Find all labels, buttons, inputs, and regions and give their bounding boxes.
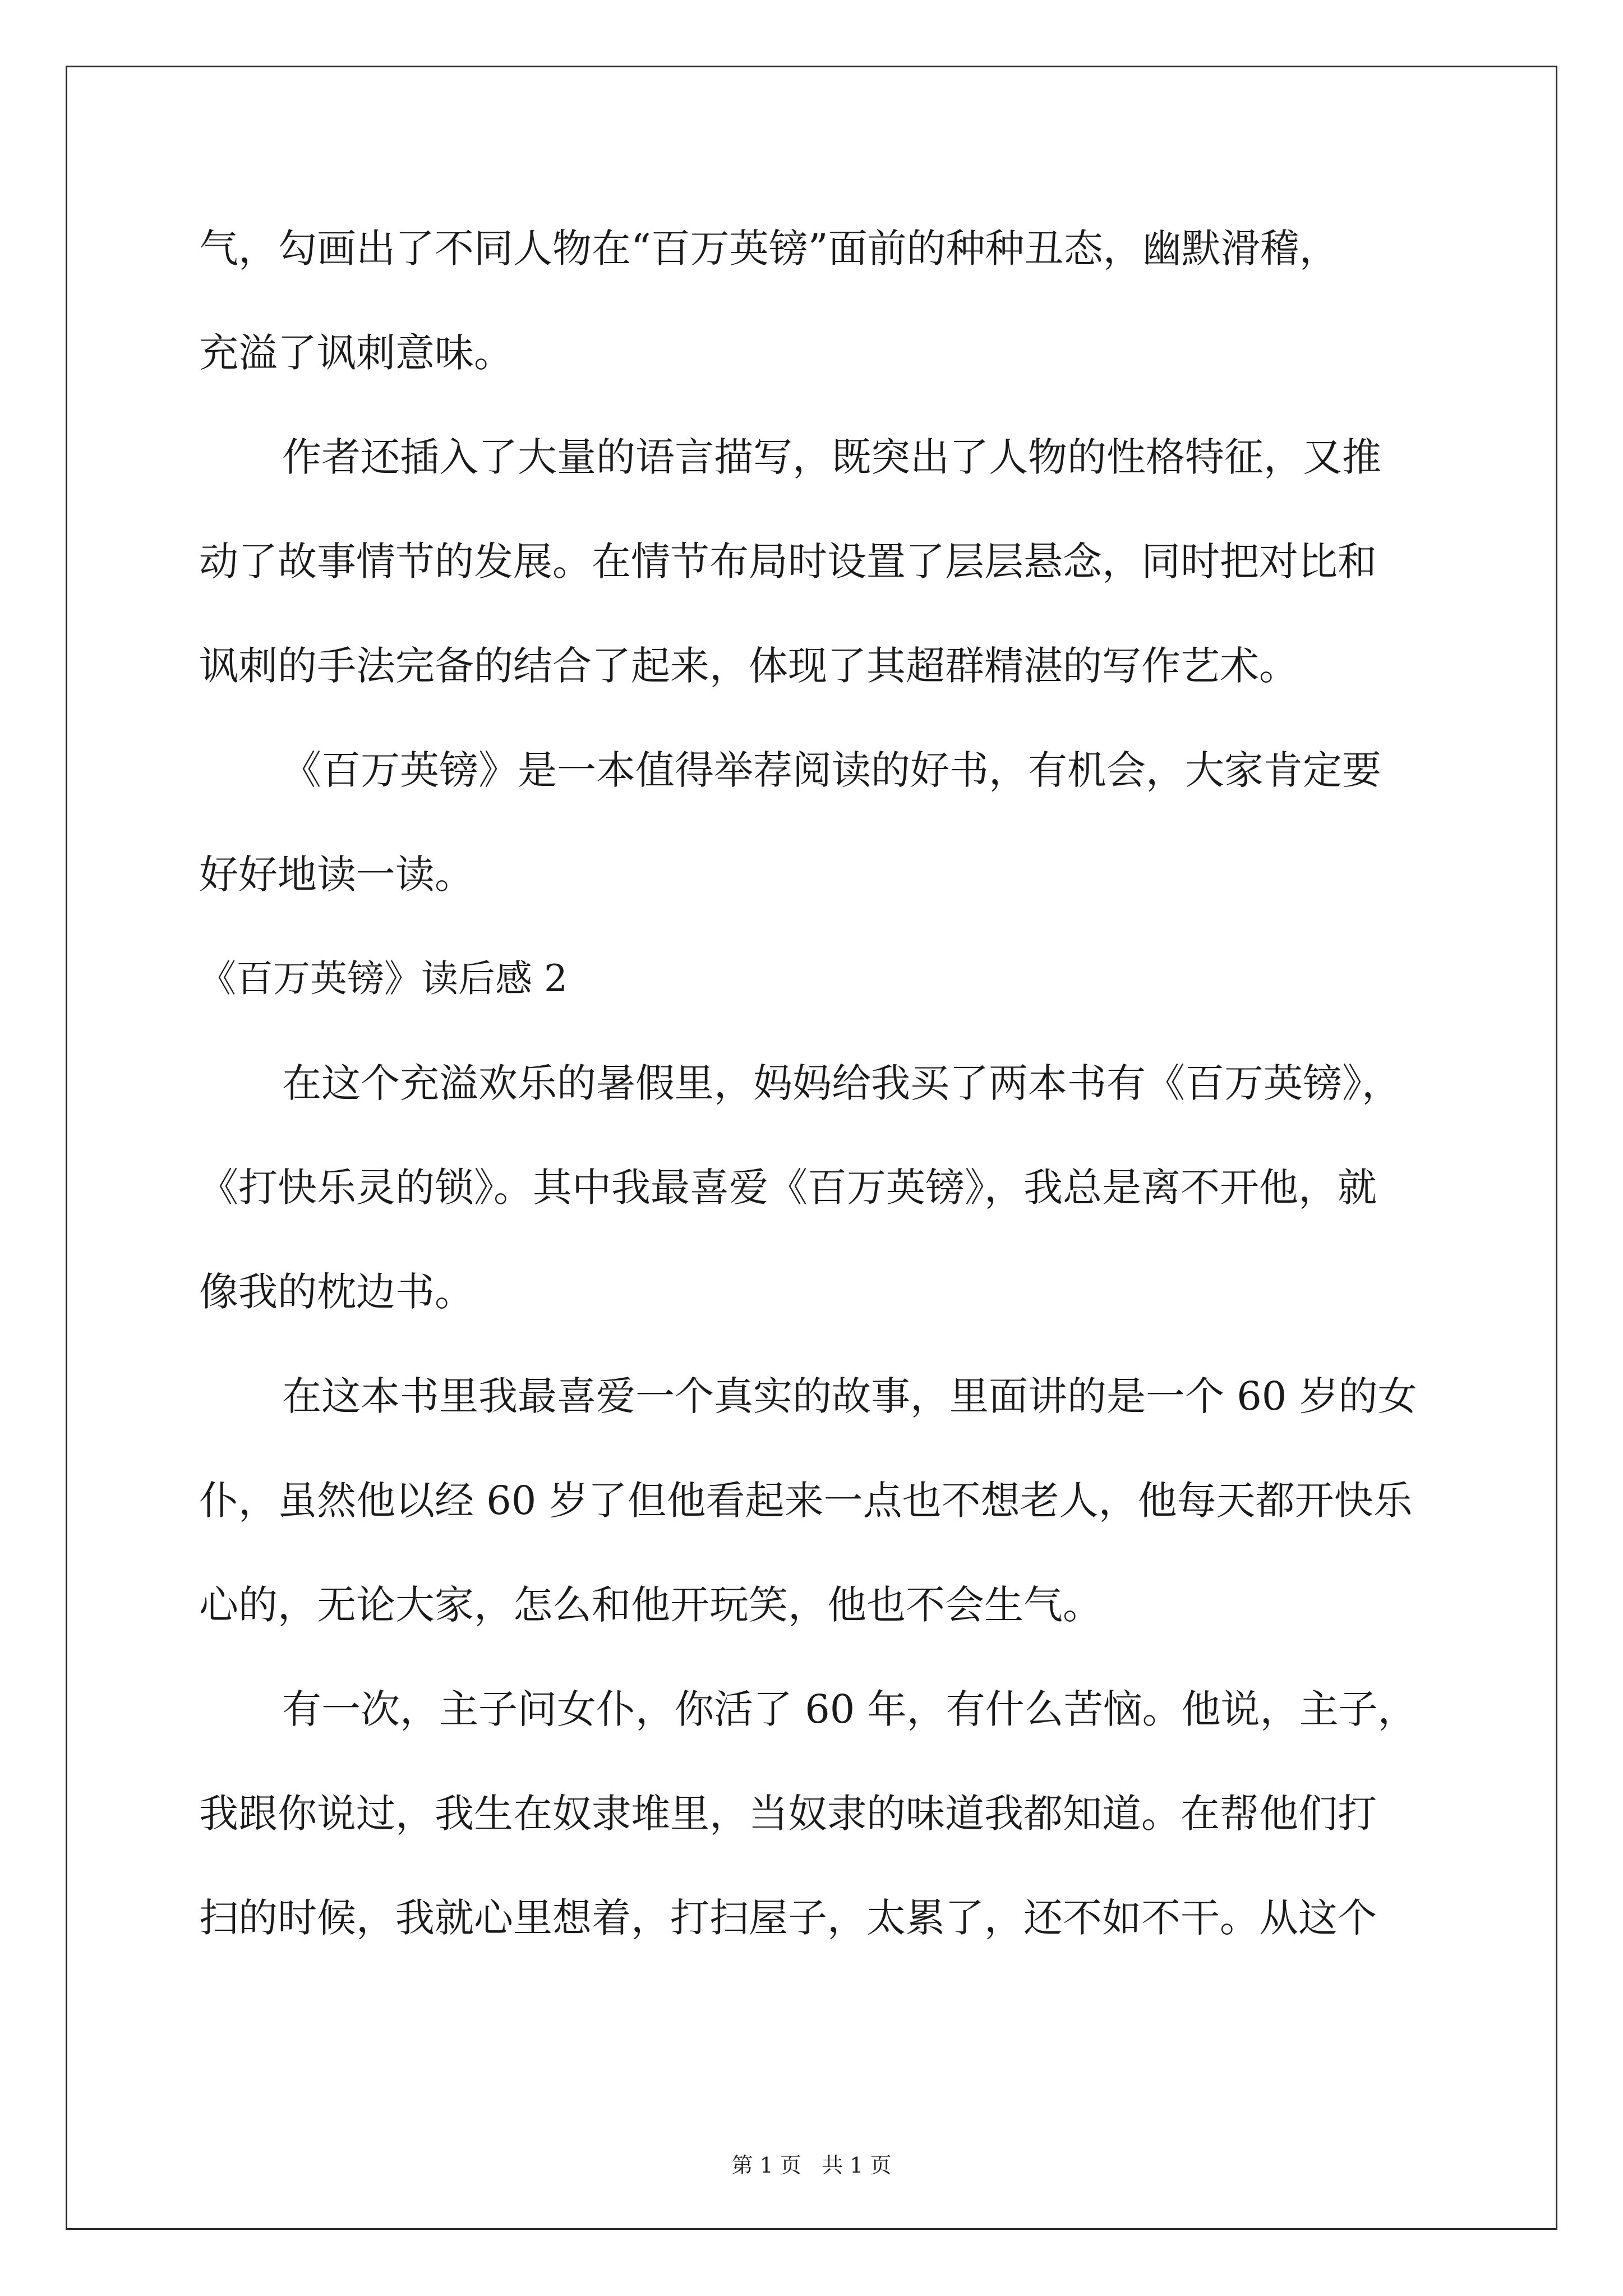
text-line: 《打快乐灵的锁》。其中我最喜爱《百万英镑》，我总是离不开他，就 [199, 1165, 1377, 1211]
text-line: 心的，无论大家，怎么和他开玩笑，他也不会生气。 [199, 1582, 1102, 1628]
text-line: 气，勾画出了不同人物在“百万英镑”面前的种种丑态，幽默滑稽， [199, 226, 1339, 272]
text-line: 动了故事情节的发展。在情节布局时设置了层层悬念，同时把对比和 [199, 539, 1377, 585]
text-line: 像我的枕边书。 [199, 1269, 474, 1315]
text-line: 好好地读一读。 [199, 852, 474, 898]
text-line: 有一次，主子问女仆，你活了 60 年，有什么苦恼。他说，主子， [282, 1686, 1417, 1732]
text-line: 充溢了讽刺意味。 [199, 330, 513, 376]
text-line: 讽刺的手法完备的结合了起来，体现了其超群精湛的写作艺术。 [199, 643, 1298, 689]
section-heading: 《百万英镑》读后感 2 [199, 957, 568, 1000]
text-line: 仆，虽然他以经 60 岁了但他看起来一点也不想老人，他每天都开快乐 [199, 1478, 1413, 1524]
text-line: 扫的时候，我就心里想着，打扫屋子，太累了，还不如不干。从这个 [199, 1895, 1377, 1941]
text-line: 《百万英镑》是一本值得举荐阅读的好书，有机会，大家肯定要 [282, 747, 1381, 793]
document-body [199, 196, 1422, 1970]
text-line: 在这个充溢欢乐的暑假里，妈妈给我买了两本书有《百万英镑》， [282, 1060, 1401, 1106]
text-line: 我跟你说过，我生在奴隶堆里，当奴隶的味道我都知道。在帮他们打 [199, 1791, 1377, 1837]
page-footer: 第 1 页 共 1 页 [731, 2153, 892, 2178]
text-line: 在这本书里我最喜爱一个真实的故事，里面讲的是一个 60 岁的女 [282, 1373, 1417, 1419]
text-line: 作者还插入了大量的语言描写，既突出了人物的性格特征，又推 [282, 434, 1381, 480]
